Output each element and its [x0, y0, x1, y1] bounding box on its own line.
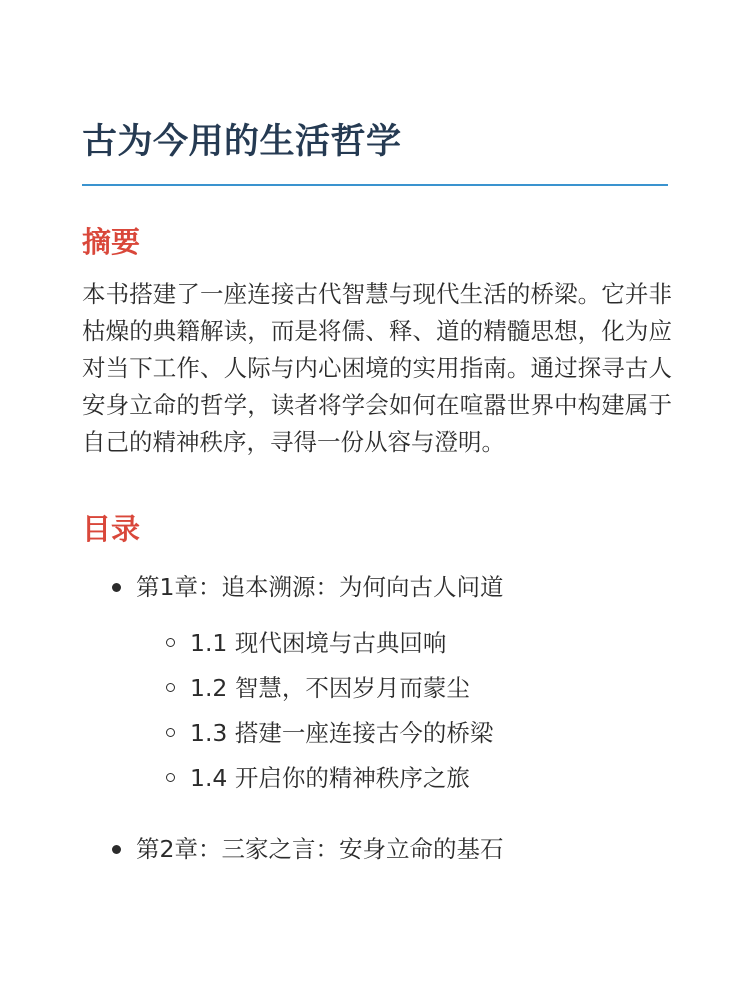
chapter-label: 第1章：追本溯源：为何向古人问道: [136, 573, 504, 601]
abstract-paragraph: 本书搭建了一座连接古代智慧与现代生活的桥梁。它并非枯燥的典籍解读，而是将儒、释、道的精髓思想，化为应对当下工作、人际与内心困境的实用指南。通过探寻古人安身立命的哲学，读者将学会如何在喧嚣世界中构建属于自己的精神秩序，寻得一份从容与澄明。: [82, 280, 672, 456]
chapter-label: 第2章：三家之言：安身立命的基石: [136, 835, 504, 863]
toc-list: [82, 571, 668, 865]
toc-section-1-1: [136, 627, 668, 672]
abstract-heading: 摘要: [82, 225, 141, 259]
title-divider: [82, 184, 668, 186]
section-label: 1.1 现代困境与古典回响: [190, 629, 447, 657]
bullet-dot-icon: [112, 845, 121, 854]
toc-heading: 目录: [82, 512, 141, 546]
toc-chapter-1: [82, 571, 668, 807]
toc-section-1-4: [136, 762, 668, 807]
toc-sublist: [136, 627, 668, 807]
section-label: 1.3 搭建一座连接古今的桥梁: [190, 719, 494, 747]
toc-section-1-2: [136, 672, 668, 717]
circle-bullet-icon: [166, 728, 175, 737]
circle-bullet-icon: [166, 773, 175, 782]
circle-bullet-icon: [166, 683, 175, 692]
page-title: 古为今用的生活哲学: [82, 122, 402, 162]
toc-section-1-3: [136, 717, 668, 762]
circle-bullet-icon: [166, 638, 175, 647]
section-label: 1.4 开启你的精神秩序之旅: [190, 764, 470, 792]
toc-chapter-2: [82, 833, 668, 865]
section-label: 1.2 智慧，不因岁月而蒙尘: [190, 674, 470, 702]
bullet-dot-icon: [112, 583, 121, 592]
